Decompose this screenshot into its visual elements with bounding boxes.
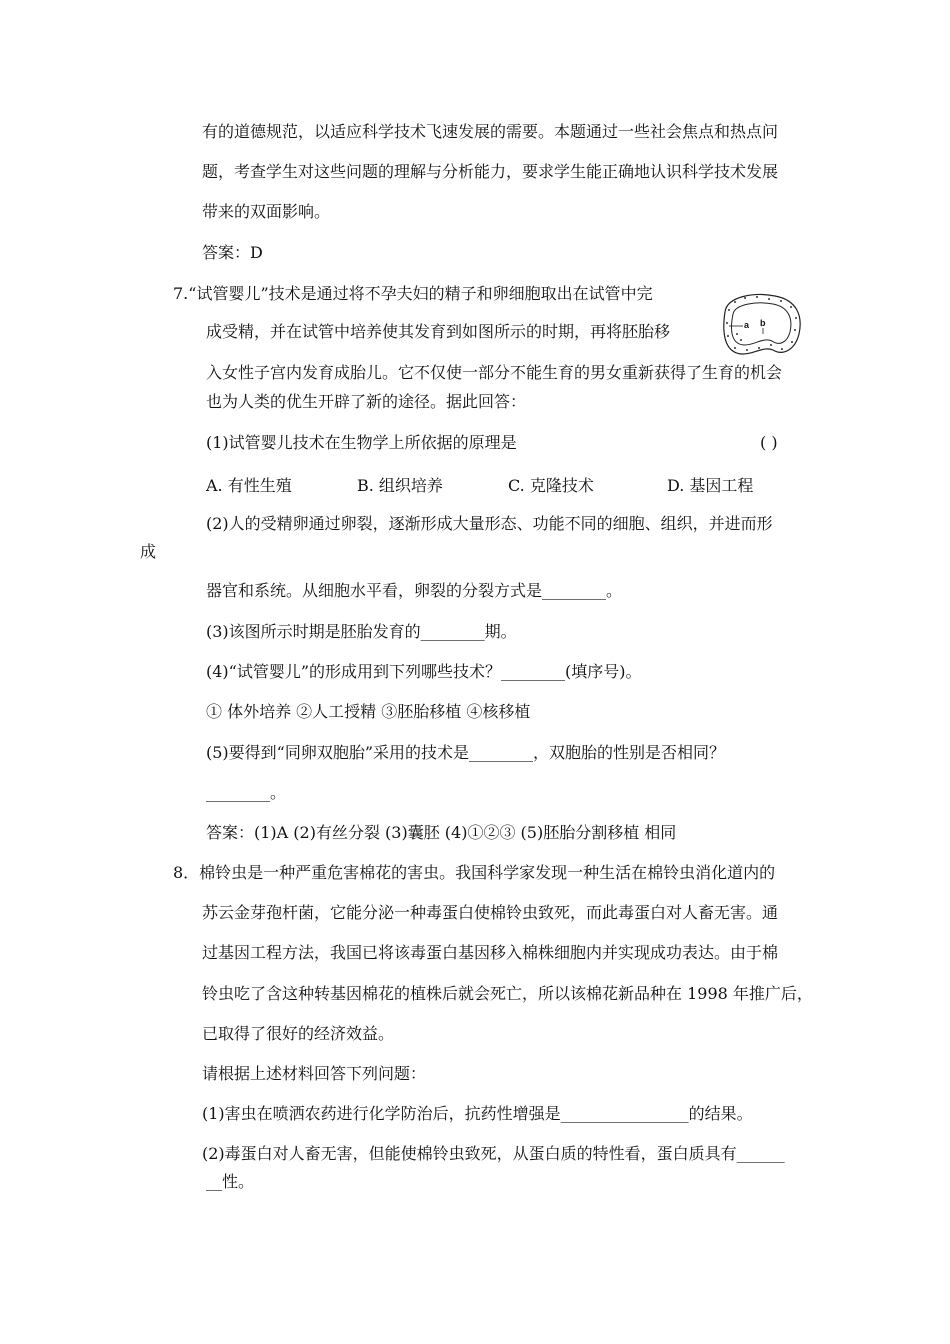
question-8-sub-2: __性。	[206, 1172, 255, 1191]
subquestion-5: (5)要得到“同卵双胞胎”采用的技术是________，双胞胎的性别是否相同？	[206, 743, 726, 762]
text-line: 带来的双面影响。	[202, 202, 331, 221]
answer-parentheses: ( )	[760, 433, 778, 452]
text-line: 题，考查学生对这些问题的理解与分析能力，要求学生能正确地认识科学技术发展	[202, 162, 779, 181]
subquestion-4: (4)“试管婴儿”的形成用到下列哪些技术？________(填序号)。	[206, 662, 642, 681]
question-8-sub-2: (2)毒蛋白对人畜无害，但能使棉铃虫致死，从蛋白质的特性看，蛋白质具有______	[202, 1144, 785, 1163]
subquestion-3: (3)该图所示时期是胚胎发育的________期。	[206, 622, 517, 641]
question-8-stem: 苏云金芽孢杆菌，它能分泌一种毒蛋白使棉铃虫致死，而此毒蛋白对人畜无害。通	[202, 903, 779, 922]
option-b: B. 组织培养	[357, 476, 443, 495]
question-8-prompt: 请根据上述材料回答下列问题：	[202, 1064, 427, 1083]
answer-7: 答案：(1)A (2)有丝分裂 (3)囊胚 (4)①②③ (5)胚胎分割移植 相同	[206, 823, 677, 842]
subquestion-2: 器官和系统。从细胞水平看，卵裂的分裂方式是________。	[206, 581, 623, 600]
option-d: D. 基因工程	[667, 476, 754, 495]
question-8-stem: 铃虫吃了含这种转基因棉花的植株后就会死亡，所以该棉花新品种在 1998 年推广后，	[202, 984, 813, 1003]
question-8-sub-1: (1)害虫在喷洒农药进行化学防治后，抗药性增强是________________的结果。	[202, 1104, 753, 1123]
text-line: 有的道德规范，以适应科学技术飞速发展的需要。本题通过一些社会焦点和热点问	[202, 122, 779, 141]
subquestion-1: (1)试管婴儿技术在生物学上所依据的原理是	[206, 433, 517, 452]
question-8-stem: 过基因工程方法，我国已将该毒蛋白基因移入棉株细胞内并实现成功表达。由于棉	[202, 943, 779, 962]
subquestion-5: ________。	[206, 783, 287, 802]
answer-6: 答案：D	[202, 243, 263, 262]
question-7-stem: 入女性子宫内发育成胎儿。它不仅使一部分不能生育的男女重新获得了生育的机会	[206, 363, 783, 382]
question-7-stem: 也为人类的优生开辟了新的途径。据此回答：	[206, 392, 527, 411]
figure-label-b: b	[760, 318, 766, 328]
subquestion-2: (2)人的受精卵通过卵裂，逐渐形成大量形态、功能不同的细胞、组织，并进而形	[206, 514, 773, 533]
question-7-stem: 7.“试管婴儿”技术是通过将不孕夫妇的精子和卵细胞取出在试管中完	[173, 284, 653, 303]
option-c: C. 克隆技术	[508, 476, 594, 495]
subquestion-2: 成	[140, 542, 157, 561]
question-8-stem: 已取得了很好的经济效益。	[202, 1024, 395, 1043]
figure-label-a: a	[744, 320, 750, 330]
blastocyst-figure	[715, 290, 805, 360]
subquestion-4-options: ① 体外培养 ②人工授精 ③胚胎移植 ④核移植	[206, 702, 531, 721]
question-8-stem: 8．棉铃虫是一种严重危害棉花的害虫。我国科学家发现一种生活在棉铃虫消化道内的	[173, 863, 776, 882]
option-a: A. 有性生殖	[206, 476, 292, 495]
question-7-stem: 成受精，并在试管中培养使其发育到如图所示的时期，再将胚胎移	[206, 322, 671, 341]
